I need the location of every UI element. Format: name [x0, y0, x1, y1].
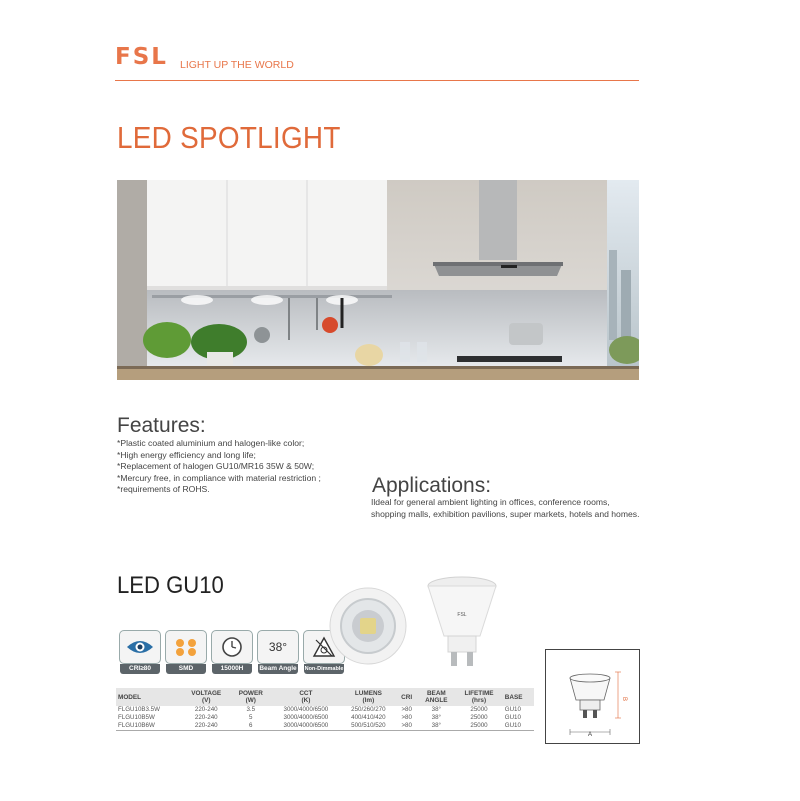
beam-angle-icon: [257, 630, 299, 672]
dimension-drawing: [545, 649, 640, 744]
table-cell: 250/260/270: [351, 706, 386, 713]
table-cell: GU10: [503, 722, 534, 731]
table-cell: GU10: [504, 706, 521, 713]
smd-label: SMD: [166, 664, 206, 674]
table-cell: 400/410/420: [351, 714, 386, 721]
col-header: MODEL: [116, 688, 182, 706]
feature-item: *Replacement of halogen GU10/MR16 35W & 50W;: [117, 461, 315, 471]
table-cell: >80: [401, 714, 412, 721]
table-cell: 6: [231, 722, 271, 731]
col-header: CRI: [396, 688, 418, 706]
table-cell: 220-240: [194, 706, 218, 713]
table-cell: GU10: [504, 714, 521, 721]
col-header: BASE: [503, 688, 534, 706]
table-cell: >80: [396, 722, 418, 731]
beam-angle-value: 38°: [268, 640, 288, 654]
col-header: CCT (K): [271, 688, 341, 706]
features-heading: Features:: [117, 414, 206, 437]
brand-tagline: LIGHT UP THE WORLD: [180, 59, 294, 71]
brand-logo: FSL: [115, 44, 168, 70]
col-header: POWER (W): [231, 688, 271, 706]
lifetime-label: 15000H: [212, 664, 252, 674]
header-divider: [115, 80, 639, 81]
col-header: BEAM ANGLE: [417, 688, 455, 706]
eye-icon: [119, 630, 161, 672]
spec-table: [116, 688, 534, 731]
table-cell: 3000/4000/6500: [271, 722, 341, 731]
dimension-a-label: A: [588, 732, 593, 738]
table-cell: 5: [249, 714, 253, 721]
col-header: VOLTAGE (V): [182, 688, 231, 706]
table-cell: FLGU10B6W: [116, 722, 182, 731]
feature-item: *High energy efficiency and long life;: [117, 449, 256, 460]
table-cell: FLGU10B3.5W: [118, 706, 160, 713]
table-cell: 38°: [417, 722, 455, 731]
bulb-side-image: [424, 574, 500, 675]
kitchen-hero-image: [117, 180, 639, 380]
col-header: LIFETIME (hrs): [455, 688, 503, 706]
clock-icon: [211, 630, 253, 672]
features-list: [117, 438, 321, 496]
table-cell: 38°: [431, 714, 442, 721]
beam-angle-label: Beam Angle: [259, 665, 297, 672]
table-cell: 500/510/520: [341, 722, 396, 731]
dimension-b-label: B: [621, 697, 627, 702]
table-cell: 3.5: [246, 706, 256, 713]
product-title: LED GU10: [117, 572, 224, 599]
cri-label: CRI≥80: [120, 664, 160, 674]
feature-item: *Plastic coated aluminium and halogen-like color;: [117, 438, 305, 448]
non-dimmable-label: Non-Dimmable: [304, 666, 344, 672]
bulb-brand-mark: FSL: [457, 612, 467, 618]
table-cell: FLGU10B5W: [118, 714, 155, 721]
feature-icons-row: [119, 630, 345, 672]
table-cell: >80: [401, 706, 412, 713]
table-cell: 25000: [470, 706, 488, 713]
table-cell: 3000/4000/6500: [283, 714, 329, 721]
spec-table-header-row: [116, 688, 534, 706]
smd-chip-icon: [165, 630, 207, 672]
applications-heading: Applications:: [372, 474, 492, 497]
feature-item: *requirements of ROHS.: [117, 484, 210, 494]
feature-item: *Mercury free, in compliance with material restriction ;: [117, 472, 321, 483]
table-cell: 25000: [455, 722, 503, 731]
table-row: [116, 722, 534, 731]
table-cell: 25000: [470, 714, 488, 721]
col-header: LUMENS (lm): [341, 688, 396, 706]
table-row: [116, 706, 534, 714]
applications-text: Ildeal for general ambient lighting in offices, conference rooms, shopping malls, exhibition pavilions, super markets, hotels and homes.: [371, 497, 640, 519]
bulb-front-image: [328, 586, 408, 671]
table-cell: 220-240: [182, 722, 231, 731]
page-title: LED SPOTLIGHT: [117, 120, 341, 155]
table-cell: 3000/4000/6500: [283, 706, 329, 713]
table-row: [116, 714, 534, 722]
table-cell: 220-240: [194, 714, 218, 721]
table-cell: 38°: [431, 706, 442, 713]
